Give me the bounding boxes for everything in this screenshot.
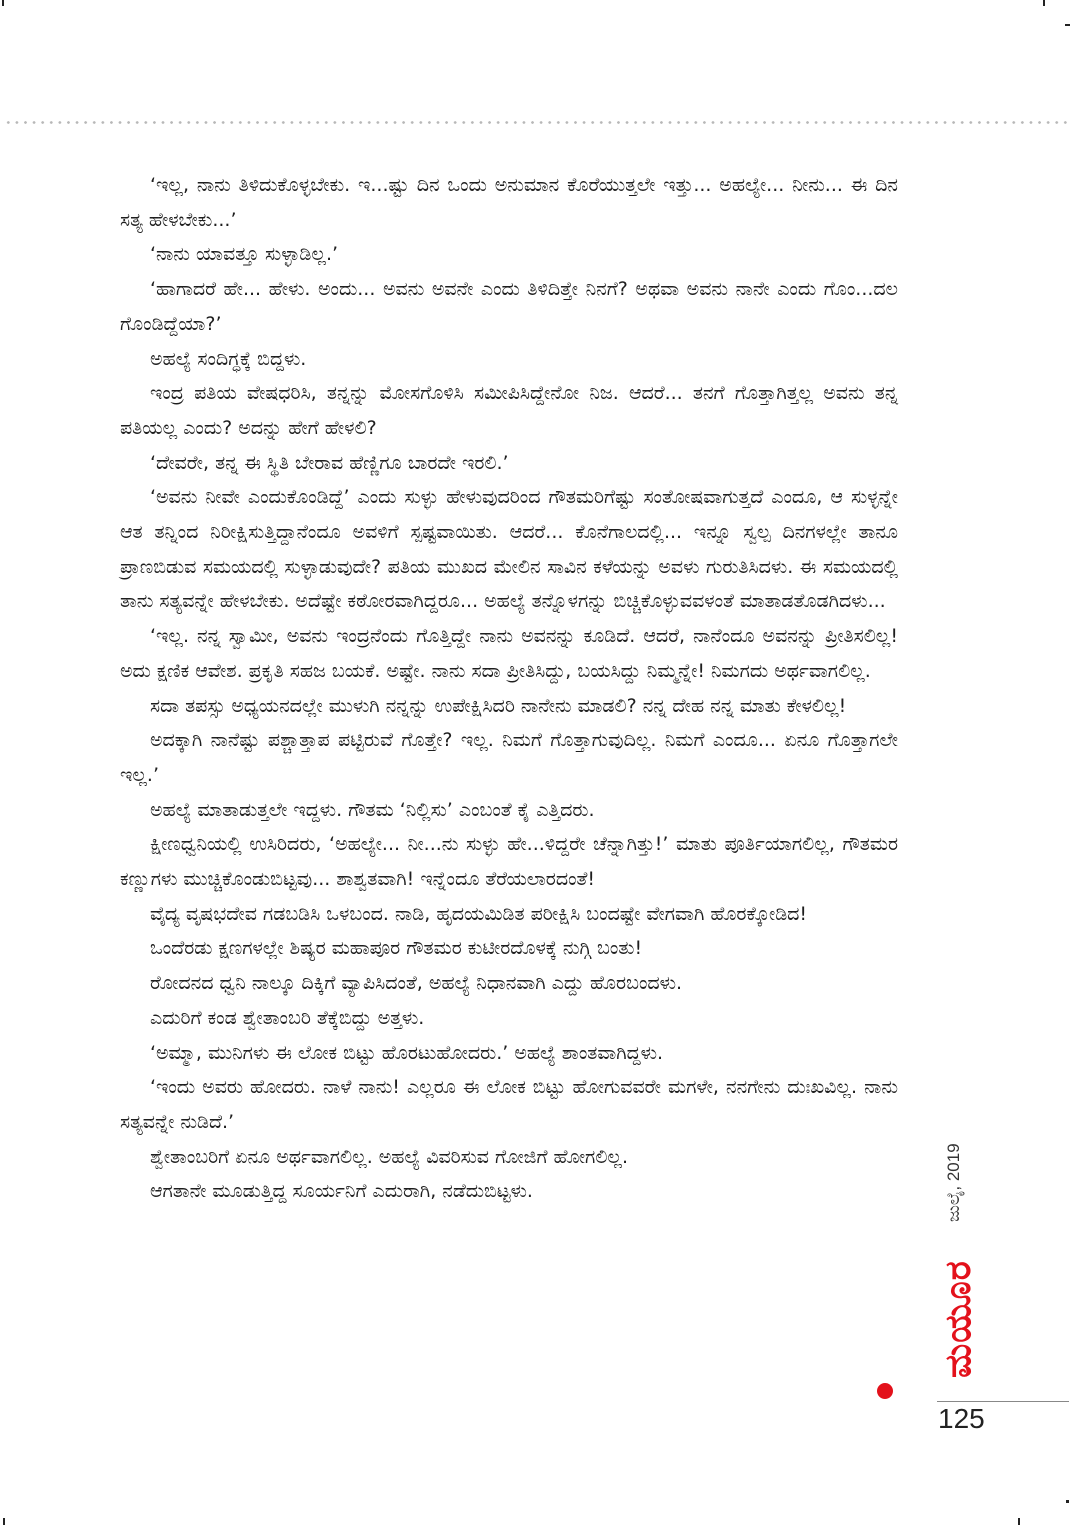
paragraph: ಎದುರಿಗೆ ಕಂಡ ಶ್ವೇತಾಂಬರಿ ತೆಕ್ಕೆಬಿದ್ದು ಅತ್ತಳು. <box>150 1006 425 1029</box>
crop-mark-right-upper <box>1065 24 1070 26</box>
paragraph: ಶ್ವೇತಾಂಬರಿಗೆ ಏನೂ ಅರ್ಥವಾಗಲಿಲ್ಲ. ಅಹಲ್ಯೆ ವಿವರಿಸುವ ಗೋಜಿಗೆ ಹೋಗಲಿಲ್ಲ. <box>150 1145 629 1168</box>
paragraph: ‘ಇಲ್ಲ. ನನ್ನ ಸ್ವಾಮೀ, ಅವನು ಇಂದ್ರನೆಂದು ಗೊತ್ತಿದ್ದೇ ನಾನು ಅವನನ್ನು ಕೂಡಿದೆ. ಆದರೆ, ನಾನೆಂದೂ ಅವನನ್ನು ಪ್ರೀತಿಸಲಿಲ್ಲ! ಅದು ಕ್ಷಣಿಕ ಆವೇಶ. ಪ್ರಕೃತಿ ಸಹಜ ಬಯಕೆ. ಅಷ್ಟೇ. ನಾನು ಸದಾ ಪ್ರೀತಿಸಿದ್ದು, ಬಯಸಿದ್ದು ನಿಮ್ಮನ್ನೇ! ನಿಮಗದು ಅರ್ಥವಾಗಲಿಲ್ಲ. <box>120 625 898 682</box>
page-number: 125 <box>938 1403 985 1434</box>
paragraph: ಅಹಲ್ಯೆ ಸಂದಿಗ್ಧಕ್ಕೆ ಬಿದ್ದಳು. <box>150 347 307 370</box>
paragraph: ಸದಾ ತಪಸ್ಸು ಅಧ್ಯಯನದಲ್ಲೇ ಮುಳುಗಿ ನನ್ನನ್ನು ಉಪೇಕ್ಷಿಸಿದರಿ ನಾನೇನು ಮಾಡಲಿ? ನನ್ನ ದೇಹ ನನ್ನ ಮಾತು ಕೇಳಲಿಲ್ಲ! <box>150 694 847 717</box>
paragraph: ‘ಇಂದು ಅವರು ಹೋದರು. ನಾಳೆ ನಾನು! ಎಲ್ಲರೂ ಈ ಲೋಕ ಬಿಟ್ಟು ಹೋಗುವವರೇ ಮಗಳೇ, ನನಗೇನು ದುಃಖವಿಲ್ಲ. ನಾನು ಸತ್ಯವನ್ನೇ ನುಡಿದೆ.’ <box>120 1076 898 1133</box>
folio-rule <box>937 1401 1069 1402</box>
paragraph: ‘ನಾನು ಯಾವತ್ತೂ ಸುಳ್ಳಾಡಿಲ್ಲ.’ <box>150 243 339 266</box>
paragraph: ‘ಅಮ್ಮಾ, ಮುನಿಗಳು ಈ ಲೋಕ ಬಿಟ್ಟು ಹೊರಟುಹೋದರು.’ ಅಹಲ್ಯೆ ಶಾಂತವಾಗಿದ್ದಳು. <box>150 1041 664 1064</box>
crop-mark-top-left <box>2 0 4 6</box>
paragraph: ‘ಅವನು ನೀವೇ ಎಂದುಕೊಂಡಿದ್ದೆ’ ಎಂದು ಸುಳ್ಳು ಹೇಳುವುದರಿಂದ ಗೌತಮರಿಗೆಷ್ಟು ಸಂತೋಷವಾಗುತ್ತದೆ ಎಂದೂ, ಆ ಸುಳ್ಳನ್ನೇ ಆತ ತನ್ನಿಂದ ನಿರೀಕ್ಷಿಸುತ್ತಿದ್ದಾನೆಂದೂ ಅವಳಿಗೆ ಸ್ಪಷ್ಟವಾಯಿತು. ಆದರೆ... ಕೊನೆಗಾಲದಲ್ಲಿ... ಇನ್ನೂ ಸ್ವಲ್ಪ ದಿನಗಳಲ್ಲೇ ತಾನೂ ಪ್ರಾಣಬಿಡುವ ಸಮಯದಲ್ಲಿ ಸುಳ್ಳಾಡುವುದೇ? ಪತಿಯ ಮುಖದ ಮೇಲಿನ ಸಾವಿನ ಕಳೆಯನ್ನು ಅವಳು ಗುರುತಿಸಿದಳು. ಈ ಸಮಯದಲ್ಲಿ ತಾನು ಸತ್ಯವನ್ನೇ ಹೇಳಬೇಕು. ಅದೆಷ್ಟೇ ಕಠೋರವಾಗಿದ್ದರೂ... ಅಹಲ್ಯೆ ತನ್ನೊಳಗನ್ನು ಬಿಚ್ಚಿಕೊಳ್ಳುವವಳಂತೆ ಮಾತಾಡತೊಡಗಿದಳು... <box>120 486 898 613</box>
paragraph: ‘ದೇವರೇ, ತನ್ನ ಈ ಸ್ಥಿತಿ ಬೇರಾವ ಹೆಣ್ಣಿಗೂ ಬಾರದೇ ಇರಲಿ.’ <box>150 451 509 474</box>
paragraph: ಅಹಲ್ಯೆ ಮಾತಾಡುತ್ತಲೇ ಇದ್ದಳು. ಗೌತಮ ‘ನಿಲ್ಲಿಸು’ ಎಂಬಂತೆ ಕೈ ಎತ್ತಿದರು. <box>150 798 595 821</box>
crop-mark-bottom-left <box>3 1518 5 1525</box>
paragraph: ಕ್ಷೀಣಧ್ವನಿಯಲ್ಲಿ ಉಸಿರಿದರು, ‘ಅಹಲ್ಯೇ... ನೀ...ನು ಸುಳ್ಳು ಹೇ...ಳಿದ್ದರೇ ಚೆನ್ನಾಗಿತ್ತು!’ ಮಾತು ಪೂರ್ತಿಯಾಗಲಿಲ್ಲ, ಗೌತಮರ ಕಣ್ಣುಗಳು ಮುಚ್ಚಿಕೊಂಡುಬಿಟ್ಟವು... ಶಾಶ್ವತವಾಗಿ! ಇನ್ನೆಂದೂ ತೆರೆಯಲಾರದಂತೆ! <box>120 833 898 891</box>
red-dot-icon <box>877 1383 893 1399</box>
paragraph: ಒಂದೆರಡು ಕ್ಷಣಗಳಲ್ಲೇ ಶಿಷ್ಯರ ಮಹಾಪೂರ ಗೌತಮರ ಕುಟೀರದೊಳಕ್ಕೆ ನುಗ್ಗಿ ಬಂತು! <box>150 937 643 960</box>
header-dotted-rule <box>4 121 1072 124</box>
paragraph: ರೋದನದ ಧ್ವನಿ ನಾಲ್ಕೂ ದಿಕ್ಕಿಗೆ ವ್ಯಾಪಿಸಿದಂತೆ, ಅಹಲ್ಯೆ ನಿಧಾನವಾಗಿ ಎದ್ದು ಹೊರಬಂದಳು. <box>150 972 683 995</box>
paragraph: ಆಗತಾನೇ ಮೂಡುತ್ತಿದ್ದ ಸೂರ್ಯನಿಗೆ ಎದುರಾಗಿ, ನಡೆದುಬಿಟ್ಟಳು. <box>150 1180 533 1203</box>
paragraph: ‘ಇಲ್ಲ, ನಾನು ತಿಳಿದುಕೊಳ್ಳಬೇಕು. ಇ...ಷ್ಟು ದಿನ ಒಂದು ಅನುಮಾನ ಕೊರೆಯುತ್ತಲೇ ಇತ್ತು... ಅಹಲ್ಯೇ... ನೀನು... ಈ ದಿನ ಸತ್ಯ ಹೇಳಬೇಕು...’ <box>120 174 898 231</box>
issue-date: ಜುಲೈ, 2019 <box>944 1143 963 1222</box>
paragraph: ‘ಹಾಗಾದರೆ ಹೇ... ಹೇಳು. ಅಂದು... ಅವನು ಅವನೇ ಎಂದು ತಿಳಿದಿತ್ತೇ ನಿನಗೆ? ಅಥವಾ ಅವನು ನಾನೇ ಎಂದು ಗೊಂ...ದಲ ಗೊಂಡಿದ್ದೆಯಾ?’ <box>120 278 898 335</box>
crop-mark-top-right <box>1043 0 1045 6</box>
paragraph: ವೈದ್ಯ ವೃಷಭದೇವ ಗಡಬಡಿಸಿ ಒಳಬಂದ. ನಾಡಿ, ಹೃದಯಮಿಡಿತ ಪರೀಕ್ಷಿಸಿ ಬಂದಷ್ಟೇ ವೇಗವಾಗಿ ಹೊರಕ್ಕೋಡಿದ! <box>150 902 808 925</box>
crop-mark-bottom-right <box>1018 1518 1020 1525</box>
magazine-masthead: ಮಯೂರ <box>938 1260 979 1378</box>
article-body <box>120 168 898 1209</box>
paragraph: ಅದಕ್ಕಾಗಿ ನಾನೆಷ್ಟು ಪಶ್ಚಾತ್ತಾಪ ಪಟ್ಟಿರುವೆ ಗೊತ್ತೇ? ಇಲ್ಲ. ನಿಮಗೆ ಗೊತ್ತಾಗುವುದಿಲ್ಲ. ನಿಮಗೆ ಎಂದೂ... ಏನೂ ಗೊತ್ತಾಗಲೇ ಇಲ್ಲ.’ <box>120 729 898 786</box>
paragraph: ಇಂದ್ರ ಪತಿಯ ವೇಷಧರಿಸಿ, ತನ್ನನ್ನು ಮೋಸಗೊಳಿಸಿ ಸಮೀಪಿಸಿದ್ದೇನೋ ನಿಜ. ಆದರೆ... ತನಗೆ ಗೊತ್ತಾಗಿತ್ತಲ್ಲ ಅವನು ತನ್ನ ಪತಿಯಲ್ಲ ಎಂದು? ಅದನ್ನು ಹೇಗೆ ಹೇಳಲಿ? <box>120 382 898 439</box>
crop-mark-right-lower <box>1066 1500 1069 1503</box>
